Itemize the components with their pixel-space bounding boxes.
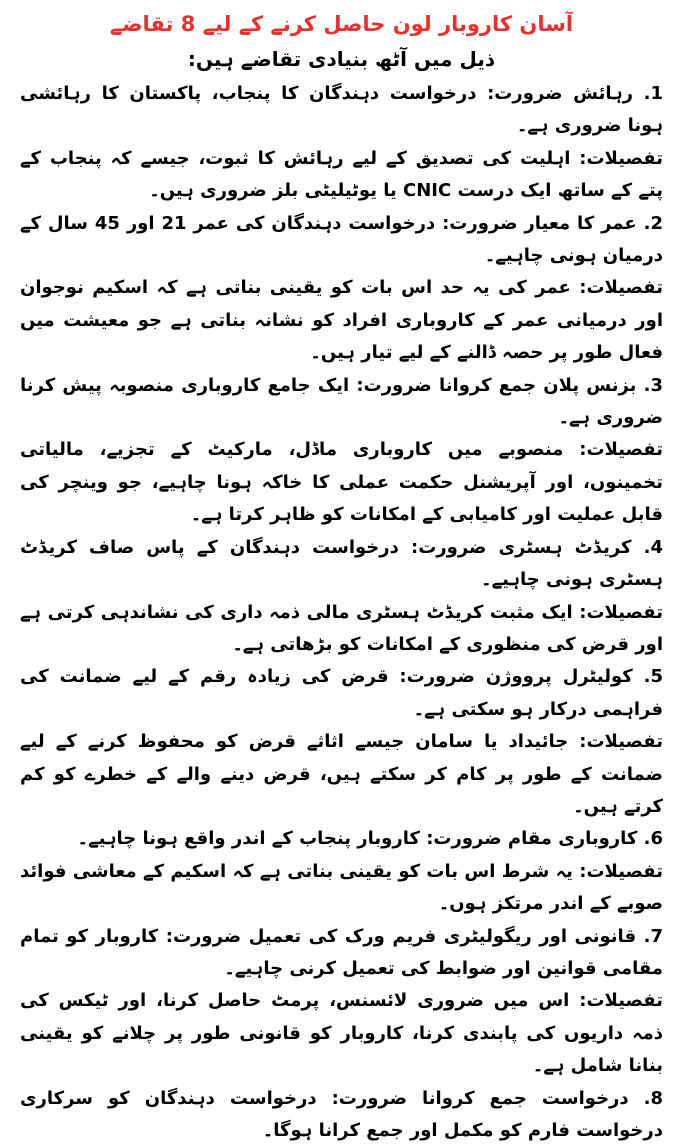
requirement-item-7 [20, 921, 663, 1083]
requirement-item-5 [20, 661, 663, 823]
requirement-text: 1. رہائش ضرورت: درخواست دہندگان کا پنجاب، پاکستان کا رہائشی ہونا ضروری ہے۔ [20, 83, 663, 137]
requirement-text: 2. عمر کا معیار ضرورت: درخواست دہندگان کی عمر 21 اور 45 سال کے درمیان ہونی چاہیے۔ [20, 212, 663, 267]
details-text: تفصیلات: عمر کی یہ حد اس بات کو یقینی بناتی ہے کہ اسکیم نوجوان اور درمیانی عمر کے کاروباری افراد کو نشانہ بناتی ہے جو معیشت میں فعال طور پر حصہ ڈالنے کے لیے تیار ہیں۔ [20, 277, 663, 364]
requirement-text: 5. کولیٹرل پرووژن ضرورت: قرض کی زیادہ رقم کے لیے ضمانت کی فراہمی درکار ہو سکتی ہے۔ [20, 666, 663, 720]
details-text: تفصیلات: اس میں ضروری لائسنس، پرمٹ حاصل کرنا، اور ٹیکس کی ذمہ داریوں کی پابندی کرنا، کاروبار کو قانونی طور پر چلانے کو یقینی بنانا شامل ہے۔ [20, 990, 663, 1077]
requirement-item-2 [20, 208, 663, 370]
requirement-text: 4. کریڈٹ ہسٹری ضرورت: درخواست دہندگان کے پاس صاف کریڈٹ ہسٹری ہونی چاہیے۔ [20, 536, 663, 591]
details-text: تفصیلات: ایک مثبت کریڈٹ ہسٹری مالی ذمہ داری کی نشاندہی کرتی ہے اور قرض کی منظوری کے امکانات کو بڑھاتی ہے۔ [20, 601, 663, 655]
requirement-item-6 [20, 823, 663, 920]
requirement-text: 6. کاروباری مقام ضرورت: کاروبار پنجاب کے اندر واقع ہونا چاہیے۔ [77, 828, 663, 850]
requirement-item-8 [20, 1083, 663, 1147]
requirement-text: 8. درخواست جمع کروانا ضرورت: درخواست دہندگان کو سرکاری درخواست فارم کو مکمل اور جمع کرانا ہوگا۔ [20, 1087, 663, 1141]
requirement-item-1 [20, 78, 663, 208]
details-text: تفصیلات: منصوبے میں کاروباری ماڈل، مارکیٹ کے تجزیے، مالیاتی تخمینوں، اور آپریشنل حکمت عملی کا خاکہ ہونا چاہیے، جو وینچر کی قابل عملیت اور کامیابی کے امکانات کو ظاہر کرتا ہے۔ [20, 439, 663, 526]
intro-text: ذیل میں آٹھ بنیادی تقاضے ہیں: [187, 47, 496, 71]
requirement-item-4 [20, 532, 663, 662]
details-text: تفصیلات: اہلیت کی تصدیق کے لیے رہائش کا ثبوت، جیسے کہ پنجاب کے پتے کے ساتھ ایک درست CNIC یا یوٹیلیٹی بلز ضروری ہیں۔ [20, 147, 663, 202]
requirement-text: 3. بزنس پلان جمع کروانا ضرورت: ایک جامع کاروباری منصوبہ پیش کرنا ضروری ہے۔ [20, 374, 663, 429]
document-title: آسان کاروبار لون حاصل کرنے کے لیے 8 تقاضے [109, 12, 574, 36]
details-text: تفصیلات: جائیداد یا سامان جیسے اثاثے قرض کو محفوظ کرنے کے لیے ضمانت کے طور پر کام کر سکتے ہیں، قرض دینے والے کے خطرے کو کم کرتے ہیں۔ [20, 731, 663, 817]
requirement-text: 7. قانونی اور ریگولیٹری فریم ورک کی تعمیل ضرورت: کاروبار کو تمام مقامی قوانین اور ضوابط کی تعمیل کرنی چاہیے۔ [20, 925, 663, 979]
requirement-item-3 [20, 370, 663, 532]
details-text: تفصیلات: یہ شرط اس بات کو یقینی بناتی ہے کہ اسکیم کے معاشی فوائد صوبے کے اندر مرتکز ہوں۔ [20, 860, 663, 915]
